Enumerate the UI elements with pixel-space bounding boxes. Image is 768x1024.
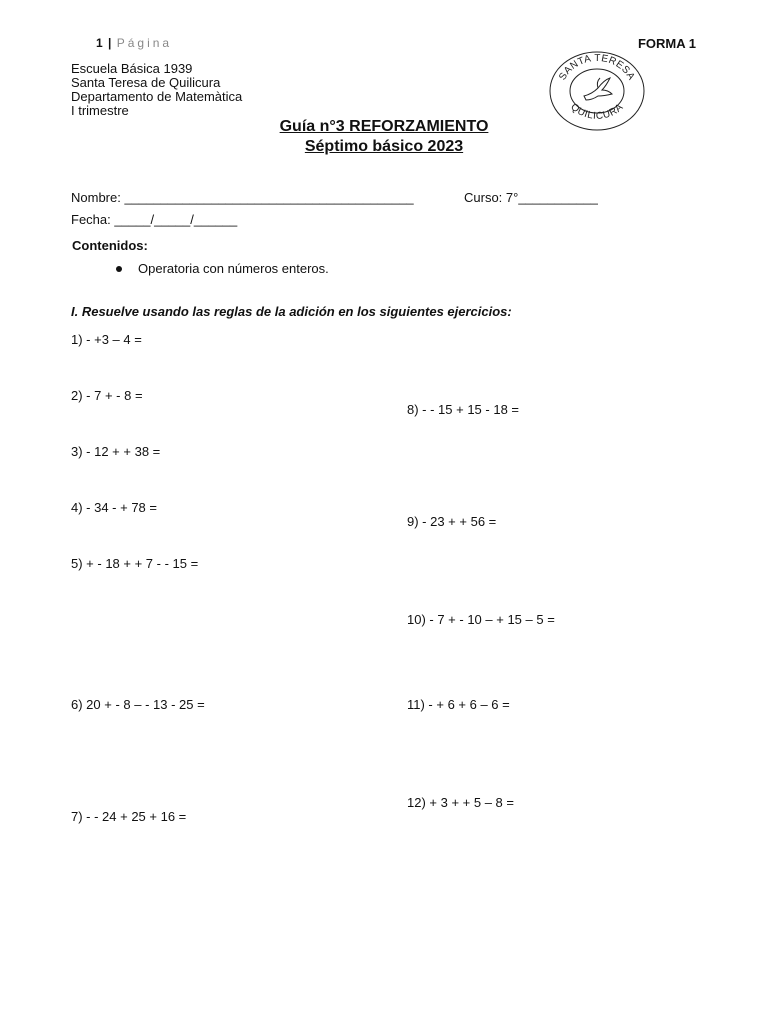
dove-icon — [584, 78, 612, 100]
exercise-3: 3) - 12 + + 38 = — [71, 444, 161, 459]
page-title: Guía n°3 REFORZAMIENTO — [279, 118, 489, 135]
page-number-header — [96, 36, 172, 50]
nombre-field[interactable]: Nombre: ________________________________________ — [71, 190, 414, 205]
exercise-2: 2) - 7 + - 8 = — [71, 388, 143, 403]
school-name: Escuela Básica 1939 — [71, 61, 193, 76]
page-number: 1 — [96, 36, 103, 50]
page-separator: | — [108, 36, 112, 50]
seal-top-text: SANTA TERESA — [557, 52, 637, 83]
trimester: I trimestre — [71, 103, 129, 118]
contenidos-label: Contenidos: — [72, 238, 148, 253]
forma-label: FORMA 1 — [637, 36, 696, 51]
exercise-9: 9) - 23 + + 56 = — [407, 514, 497, 529]
seal-bottom-text: QUILICURA — [568, 101, 626, 122]
exercise-1: 1) - +3 – 4 = — [71, 332, 142, 347]
exercise-10: 10) - 7 + - 10 – + 15 – 5 = — [407, 612, 555, 627]
page-subtitle: Séptimo básico 2023 — [304, 138, 464, 155]
exercise-6: 6) 20 + - 8 – - 13 - 25 = — [71, 697, 205, 712]
department: Departamento de Matemàtica — [71, 89, 243, 104]
exercise-5: 5) + - 18 + + 7 - - 15 = — [71, 556, 199, 571]
curso-field[interactable]: Curso: 7°___________ — [464, 190, 598, 205]
exercise-7: 7) - - 24 + 25 + 16 = — [71, 809, 187, 824]
page-word: Página — [116, 36, 173, 50]
school-info — [71, 62, 242, 118]
school-location: Santa Teresa de Quilicura — [71, 75, 221, 90]
exercise-11: 11) - + 6 + 6 – 6 = — [407, 697, 510, 712]
svg-text:SANTA TERESA — [557, 53, 637, 82]
bullet-icon — [116, 266, 122, 272]
exercise-12: 12) + 3 + + 5 – 8 = — [407, 795, 514, 810]
contenidos-item: Operatoria con números enteros. — [138, 261, 329, 276]
exercise-8: 8) - - 15 + 15 - 18 = — [407, 402, 520, 417]
instructions: I. Resuelve usando las reglas de la adición en los siguientes ejercicios: — [71, 304, 512, 319]
exercise-4: 4) - 34 - + 78 = — [71, 500, 157, 515]
fecha-field[interactable]: Fecha: _____/_____/______ — [71, 212, 238, 227]
